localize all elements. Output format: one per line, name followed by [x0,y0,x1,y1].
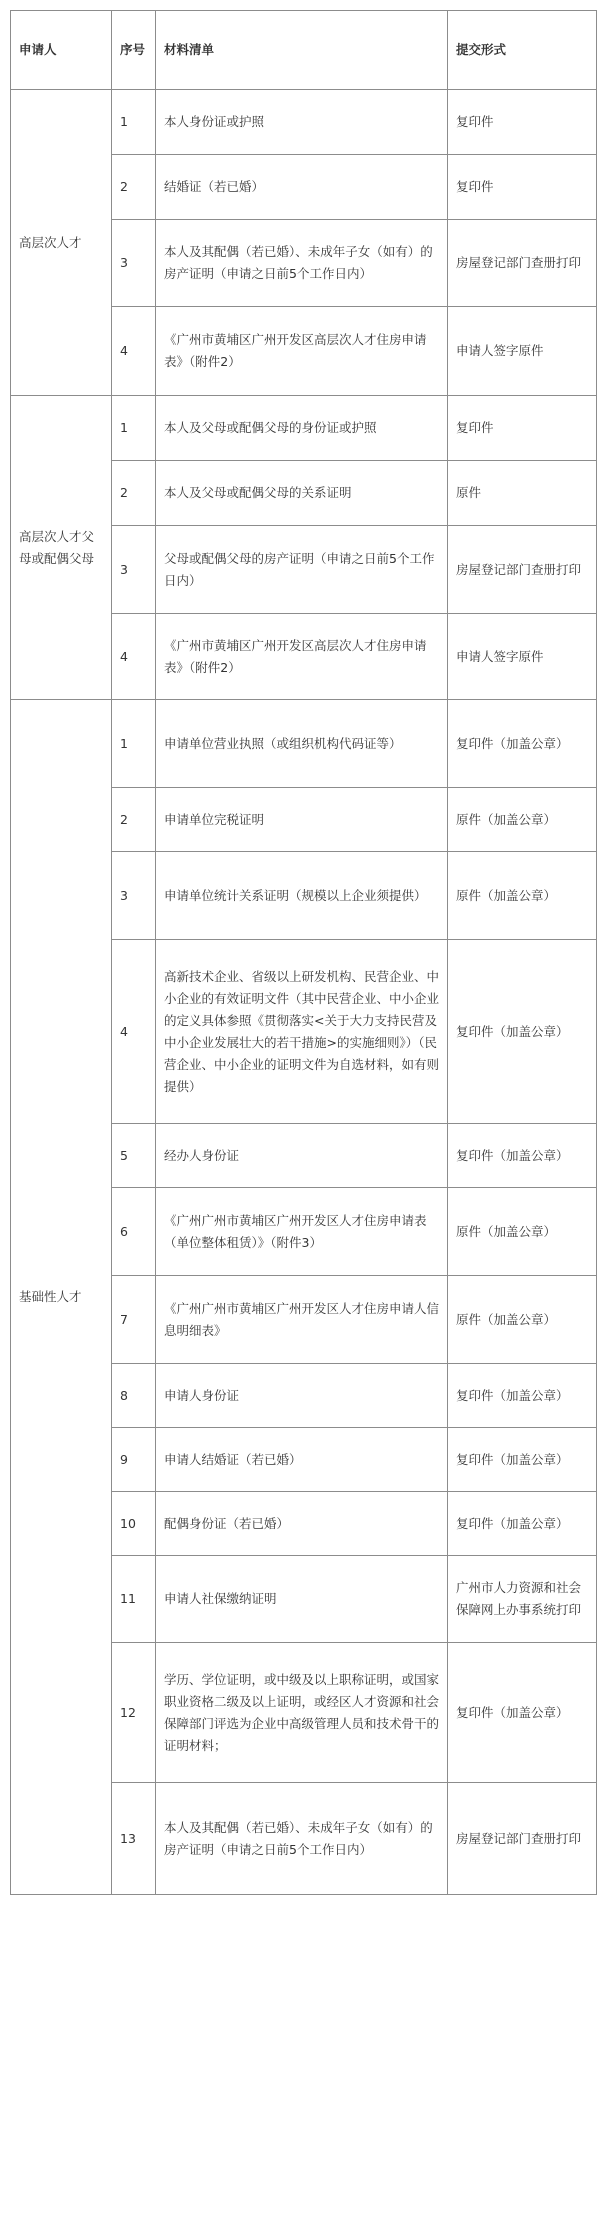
material-cell: 本人及父母或配偶父母的关系证明 [156,461,448,526]
row-number: 3 [112,220,156,307]
row-number: 12 [112,1643,156,1783]
form-cell: 复印件（加盖公章） [448,1428,597,1492]
form-cell: 原件（加盖公章） [448,788,597,852]
form-cell: 复印件 [448,396,597,461]
row-number: 13 [112,1783,156,1895]
row-number: 1 [112,396,156,461]
applicant-cell: 高层次人才父母或配偶父母 [11,396,112,700]
material-cell: 《广州市黄埔区广州开发区高层次人才住房申请表》（附件2） [156,307,448,396]
form-cell: 复印件 [448,155,597,220]
table-row [11,700,597,788]
header-form: 提交形式 [448,11,597,90]
material-cell: 本人及父母或配偶父母的身份证或护照 [156,396,448,461]
form-cell: 广州市人力资源和社会保障网上办事系统打印 [448,1556,597,1643]
material-cell: 配偶身份证（若已婚） [156,1492,448,1556]
header-no: 序号 [112,11,156,90]
form-cell: 复印件（加盖公章） [448,1124,597,1188]
material-cell: 本人及其配偶（若已婚）、未成年子女（如有）的房产证明（申请之日前5个工作日内） [156,220,448,307]
form-cell: 原件（加盖公章） [448,1276,597,1364]
header-row [11,11,597,90]
row-number: 6 [112,1188,156,1276]
form-cell: 复印件 [448,90,597,155]
material-cell: 《广州市黄埔区广州开发区高层次人才住房申请表》（附件2） [156,614,448,700]
table-header [11,11,597,90]
material-cell: 申请人社保缴纳证明 [156,1556,448,1643]
material-cell: 申请人身份证 [156,1364,448,1428]
row-number: 2 [112,461,156,526]
form-cell: 原件 [448,461,597,526]
row-number: 1 [112,700,156,788]
material-cell: 学历、学位证明，或中级及以上职称证明，或国家职业资格二级及以上证明，或经区人才资源和社会保障部门评选为企业中高级管理人员和技术骨干的证明材料； [156,1643,448,1783]
form-cell: 房屋登记部门查册打印 [448,220,597,307]
applicant-cell: 高层次人才 [11,90,112,396]
form-cell: 原件（加盖公章） [448,852,597,940]
form-cell: 复印件（加盖公章） [448,1364,597,1428]
material-cell: 本人及其配偶（若已婚）、未成年子女（如有）的房产证明（申请之日前5个工作日内） [156,1783,448,1895]
row-number: 9 [112,1428,156,1492]
material-cell: 本人身份证或护照 [156,90,448,155]
material-cell: 父母或配偶父母的房产证明（申请之日前5个工作日内） [156,526,448,614]
material-cell: 申请单位完税证明 [156,788,448,852]
row-number: 7 [112,1276,156,1364]
row-number: 11 [112,1556,156,1643]
header-materials: 材料清单 [156,11,448,90]
form-cell: 申请人签字原件 [448,307,597,396]
form-cell: 申请人签字原件 [448,614,597,700]
form-cell: 复印件（加盖公章） [448,1492,597,1556]
header-applicant: 申请人 [11,11,112,90]
table-row [11,90,597,155]
material-cell: 《广州广州市黄埔区广州开发区人才住房申请人信息明细表》 [156,1276,448,1364]
row-number: 3 [112,526,156,614]
row-number: 2 [112,155,156,220]
row-number: 4 [112,307,156,396]
row-number: 4 [112,940,156,1124]
material-cell: 经办人身份证 [156,1124,448,1188]
applicant-cell: 基础性人才 [11,700,112,1895]
material-cell: 申请人结婚证（若已婚） [156,1428,448,1492]
material-cell: 高新技术企业、省级以上研发机构、民营企业、中小企业的有效证明文件（其中民营企业、中小企业的定义具体参照《贯彻落实<关于大力支持民营及中小企业发展壮大的若干措施>的实施细则》）（民营企业、中小企业的证明文件为自选材料，如有则提供） [156,940,448,1124]
row-number: 2 [112,788,156,852]
row-number: 4 [112,614,156,700]
row-number: 10 [112,1492,156,1556]
row-number: 3 [112,852,156,940]
row-number: 8 [112,1364,156,1428]
form-cell: 房屋登记部门查册打印 [448,1783,597,1895]
form-cell: 复印件（加盖公章） [448,940,597,1124]
materials-table [10,10,597,1895]
material-cell: 《广州广州市黄埔区广州开发区人才住房申请表（单位整体租赁）》（附件3） [156,1188,448,1276]
material-cell: 申请单位统计关系证明（规模以上企业须提供） [156,852,448,940]
row-number: 1 [112,90,156,155]
material-cell: 申请单位营业执照（或组织机构代码证等） [156,700,448,788]
form-cell: 房屋登记部门查册打印 [448,526,597,614]
material-cell: 结婚证（若已婚） [156,155,448,220]
table-body [11,90,597,1895]
form-cell: 复印件（加盖公章） [448,1643,597,1783]
form-cell: 原件（加盖公章） [448,1188,597,1276]
form-cell: 复印件（加盖公章） [448,700,597,788]
row-number: 5 [112,1124,156,1188]
table-row [11,396,597,461]
